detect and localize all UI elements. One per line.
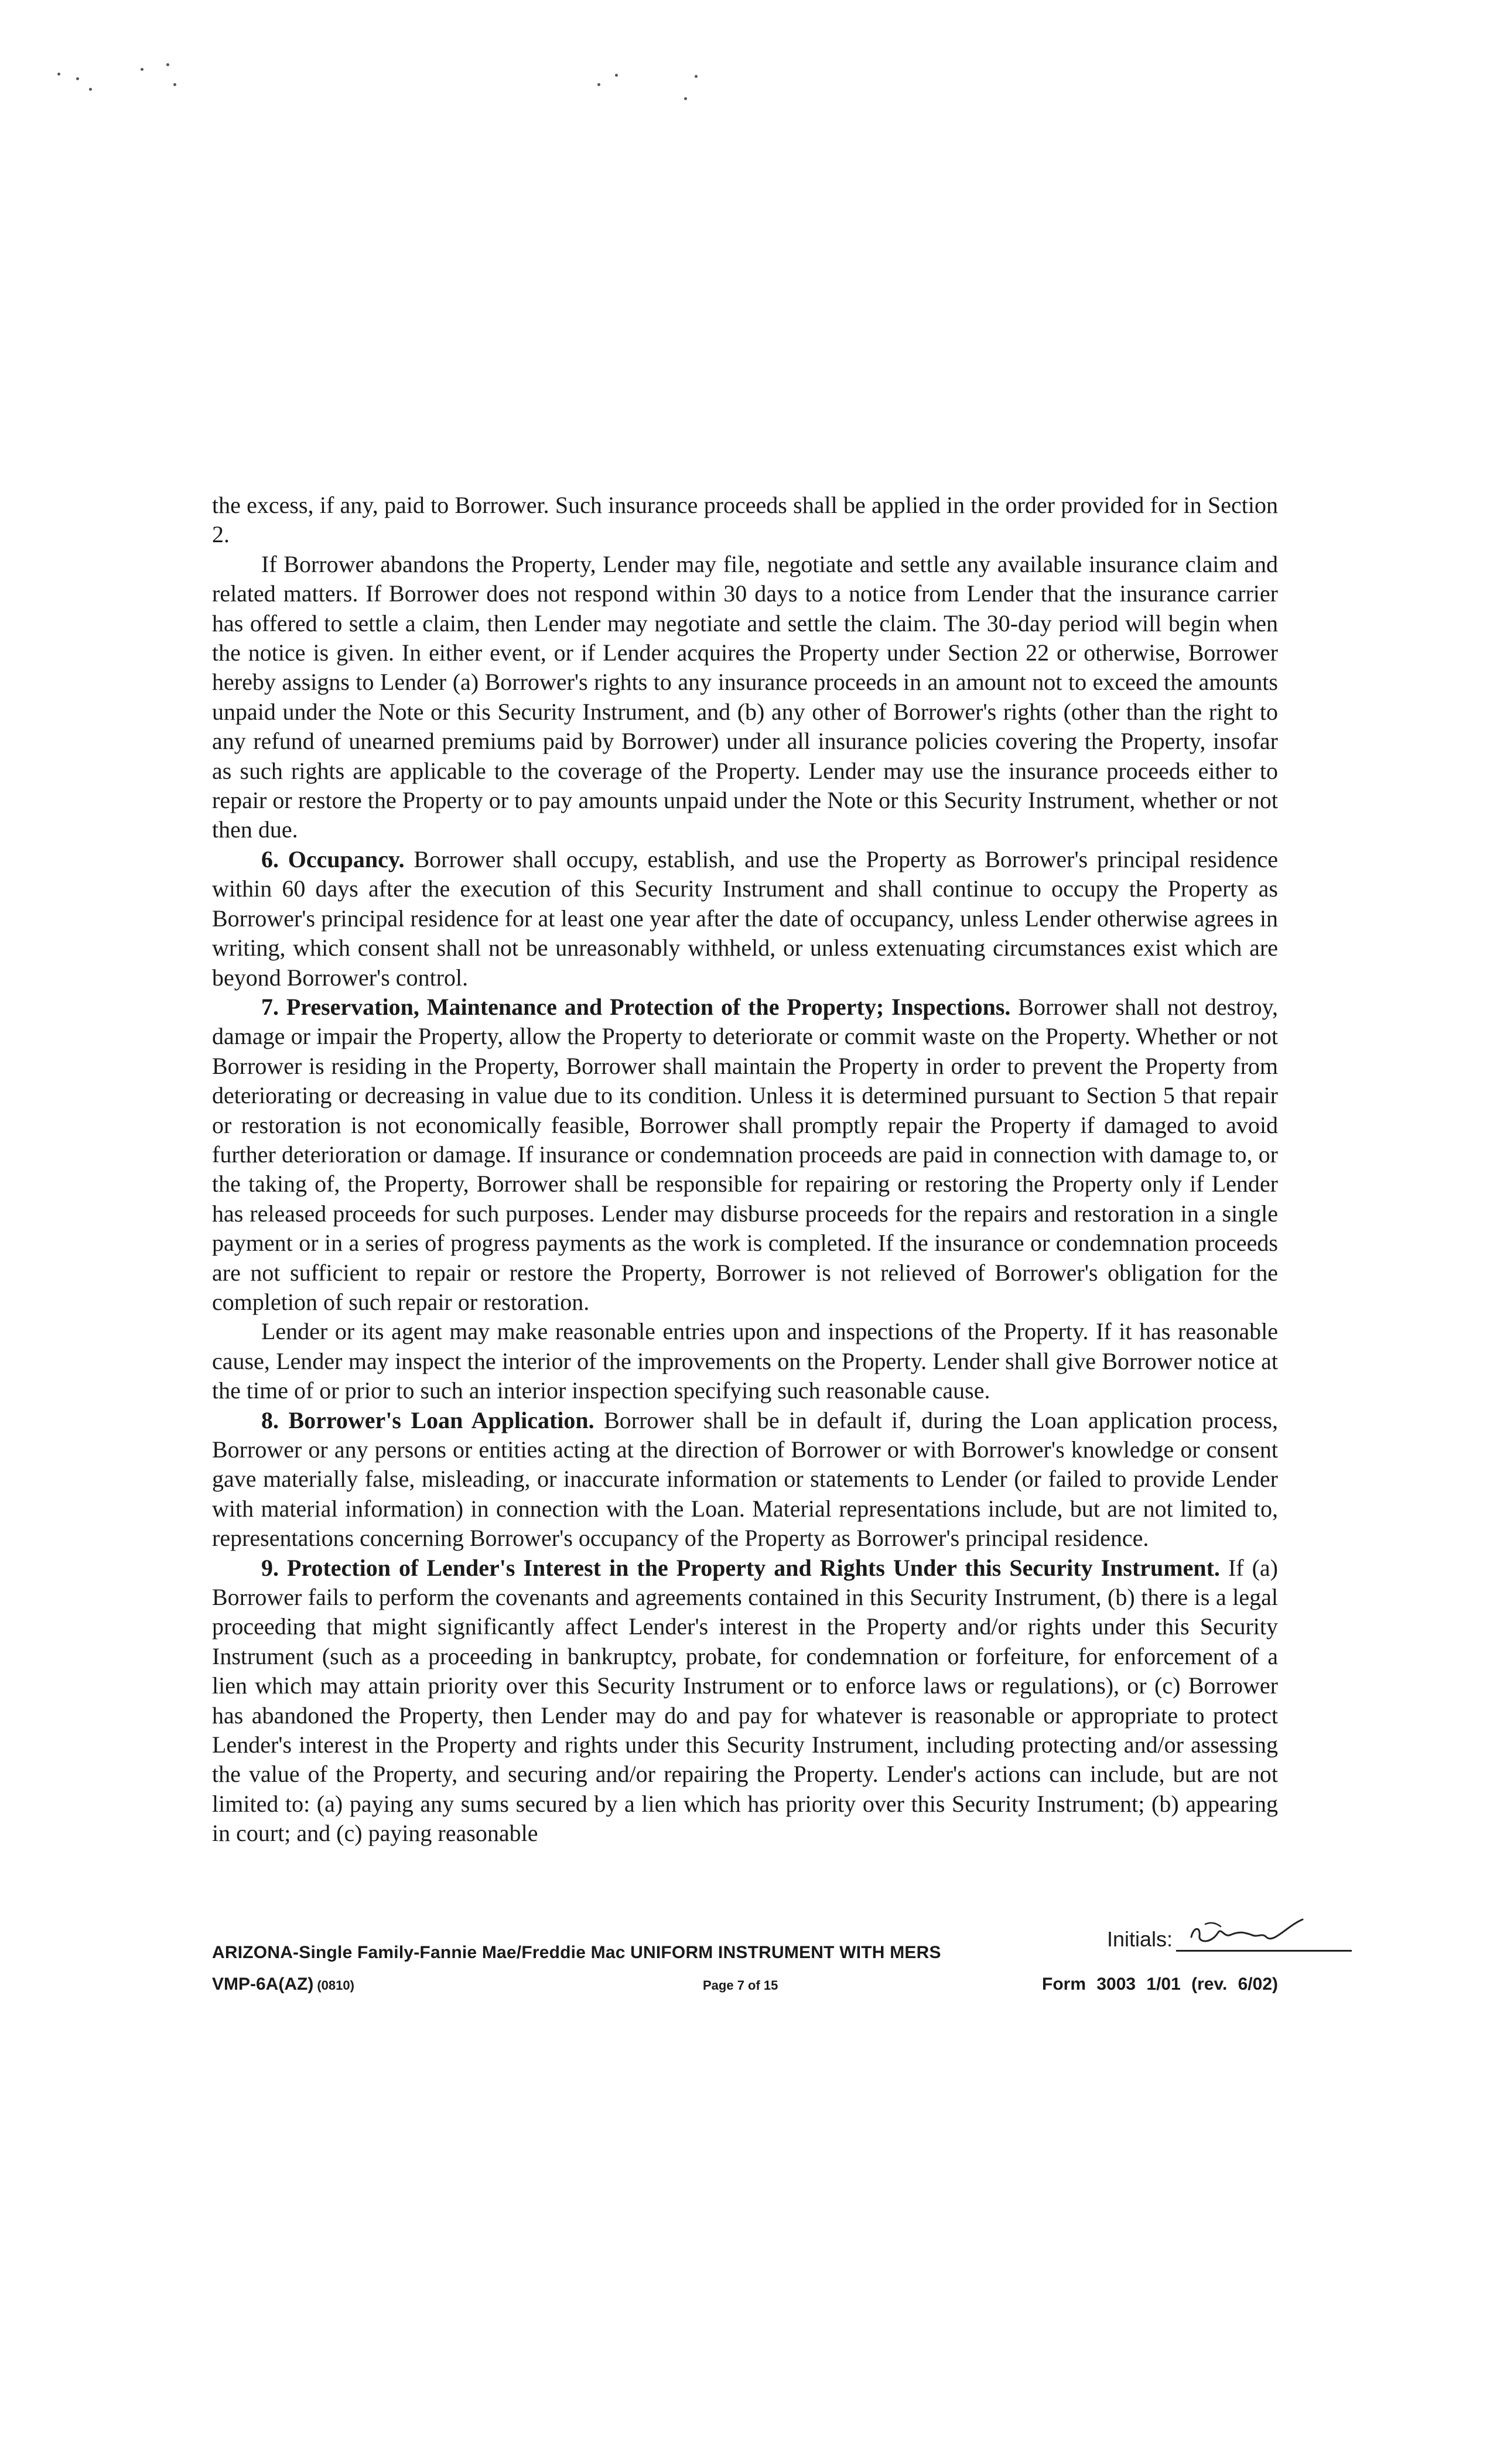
section-8-loan-application <box>212 1406 1278 1553</box>
section-8-text: Borrower shall be in default if, during the Loan application process, Borrower or any persons or entities acting at the direction of Borrower or with Borrower's knowledge or consent gave materially false, misleading, or inaccurate information or statements to Lender (or failed to provide Lender with material information) in connection with the Loan. Material representations include, but are not limited to, representations concerning Borrower's occupancy of the Property as Borrower's principal residence. <box>212 1406 1278 1552</box>
document-body <box>212 491 1278 1849</box>
section-7-text: Borrower shall not destroy, damage or impair the Property, allow the Property to deteriorate or commit waste on the Property. Whether or not Borrower is residing in the Property, Borrower shall maintain the Property in order to prevent the Property from deteriorating or decreasing in value due to its condition. Unless it is determined pursuant to Section 5 that repair or restoration is not economically feasible, Borrower shall promptly repair the Property if damaged to avoid further deterioration or damage. If insurance or condemnation proceeds are paid in connection with damage to, or the taking of, the Property, Borrower shall be responsible for repairing or restoring the Property only if Lender has released proceeds for such purposes. Lender may disburse proceeds for the repairs and restoration in a single payment or in a series of progress payments as the work is completed. If the insurance or condemnation proceeds are not sufficient to repair or restore the Property, Borrower is not relieved of Borrower's obligation for the completion of such repair or restoration. <box>212 993 1278 1315</box>
form-title: ARIZONA-Single Family-Fannie Mae/Freddie Mac UNIFORM INSTRUMENT WITH MERS <box>212 1943 941 1962</box>
section-6-heading: 6. Occupancy. <box>261 846 405 872</box>
section-7-preservation <box>212 993 1278 1317</box>
section-6-text: Borrower shall occupy, establish, and use the Property as Borrower's principal residence within 60 days after the execution of this Security Instrument and shall continue to occupy the Property as Borrower's principal residence for at least one year after the date of occupancy, unless Lender otherwise agrees in writing, which consent shall not be unreasonably withheld, or unless extenuating circumstances exist which are beyond Borrower's control. <box>212 846 1278 991</box>
section-9-text: If (a) Borrower fails to perform the covenants and agreements contained in this Security Instrument, (b) there is a legal proceeding that might significantly affect Lender's interest in the Property and/or rights under this Security Instrument (such as a proceeding in bankruptcy, probate, for condemnation or forfeiture, for enforcement of a lien which may attain priority over this Security Instrument or to enforce laws or regulations), or (c) Borrower has abandoned the Property, then Lender may do and pay for whatever is reasonable or appropriate to protect Lender's interest in the Property and rights under this Security Instrument, including protecting and/or assessing the value of the Property, and securing and/or repairing the Property. Lender's actions can include, but are not limited to: (a) paying any sums secured by a lien which has priority over this Security Instrument; (b) appearing in court; and (c) paying reasonable <box>212 1554 1278 1847</box>
form-id <box>212 1974 354 1994</box>
initials-signature-mark <box>1188 1915 1328 1950</box>
initials-label: Initials: <box>1107 1927 1173 1951</box>
page-number: Page 7 of 15 <box>703 1978 778 1993</box>
form-number: Form 3003 1/01 (rev. 6/02) <box>1042 1974 1278 1994</box>
section-8-heading: 8. Borrower's Loan Application. <box>261 1406 594 1433</box>
paragraph-abandonment: If Borrower abandons the Property, Lender may file, negotiate and settle any available insurance claim and related matters. If Borrower does not respond within 30 days to a notice from Lender that the insurance carrier has offered to settle a claim, then Lender may negotiate and settle the claim. The 30-day period will begin when the notice is given. In either event, or if Lender acquires the Property under Section 22 or otherwise, Borrower hereby assigns to Lender (a) Borrower's rights to any insurance proceeds in an amount not to exceed the amounts unpaid under the Note or this Security Instrument, and (b) any other of Borrower's rights (other than the right to any refund of unearned premiums paid by Borrower) under all insurance policies covering the Property, insofar as such rights are applicable to the coverage of the Property. Lender may use the insurance proceeds either to repair or restore the Property or to pay amounts unpaid under the Note or this Security Instrument, whether or not then due. <box>212 550 1278 843</box>
initials-signature-line <box>1176 1915 1352 1952</box>
initials-block <box>1107 1915 1352 1952</box>
section-7-inspections-paragraph: Lender or its agent may make reasonable entries upon and inspections of the Property. If it has reasonable cause, Lender may inspect the interior of the improvements on the Property. Lender shall give Borrower notice at the time of or prior to such an interior inspection specifying such reasonable cause. <box>212 1318 1278 1404</box>
section-9-heading: 9. Protection of Lender's Interest in the Property and Rights Under this Security Instrument. <box>261 1554 1220 1581</box>
section-7-heading: 7. Preservation, Maintenance and Protection of the Property; Inspections. <box>261 993 1011 1020</box>
paragraph-insurance-excess: the excess, if any, paid to Borrower. Such insurance proceeds shall be applied in the order provided for in Section 2. <box>212 492 1278 548</box>
section-6-occupancy <box>212 845 1278 993</box>
section-9-protection <box>212 1553 1278 1849</box>
form-id-code: VMP-6A(AZ) <box>212 1974 314 1994</box>
form-revision-code: (0810) <box>317 1978 354 1993</box>
